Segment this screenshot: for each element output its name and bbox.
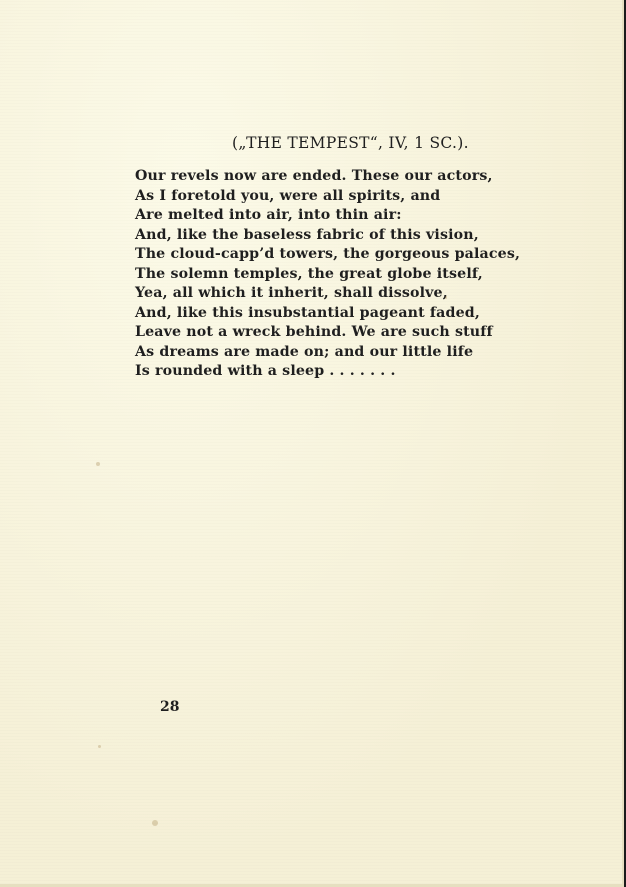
poem-line: And, like the baseless fabric of this vision, <box>135 226 479 243</box>
poem-line: Is rounded with a sleep . . . . . . . <box>135 363 396 379</box>
paper-speck <box>96 462 100 466</box>
poem-line: Our revels now are ended. These our actors, <box>135 168 493 184</box>
poem-line: Are melted into air, into thin air: <box>135 207 402 223</box>
poem-line: Yea, all which it inherit, shall dissolve, <box>135 285 448 301</box>
page-number: 28 <box>160 699 180 715</box>
paper-speck <box>445 296 447 299</box>
poem-line: The cloud-capp’d towers, the gorgeous palaces, <box>135 246 521 262</box>
paper-speck <box>98 745 101 748</box>
poem-line: The solemn temples, the great globe itself, <box>135 265 483 282</box>
poem-line: As I foretold you, were all spirits, and <box>135 187 441 204</box>
poem-line: Leave not a wreck behind. We are such stuff <box>135 324 493 340</box>
poem-heading: („THE TEMPEST“, IV, 1 SC.). <box>232 134 469 152</box>
poem-stanza <box>135 167 521 382</box>
poem-line: As dreams are made on; and our little life <box>135 343 474 360</box>
poem-line: And, like this insubstantial pageant faded, <box>135 304 480 321</box>
paper-speck <box>152 820 158 826</box>
